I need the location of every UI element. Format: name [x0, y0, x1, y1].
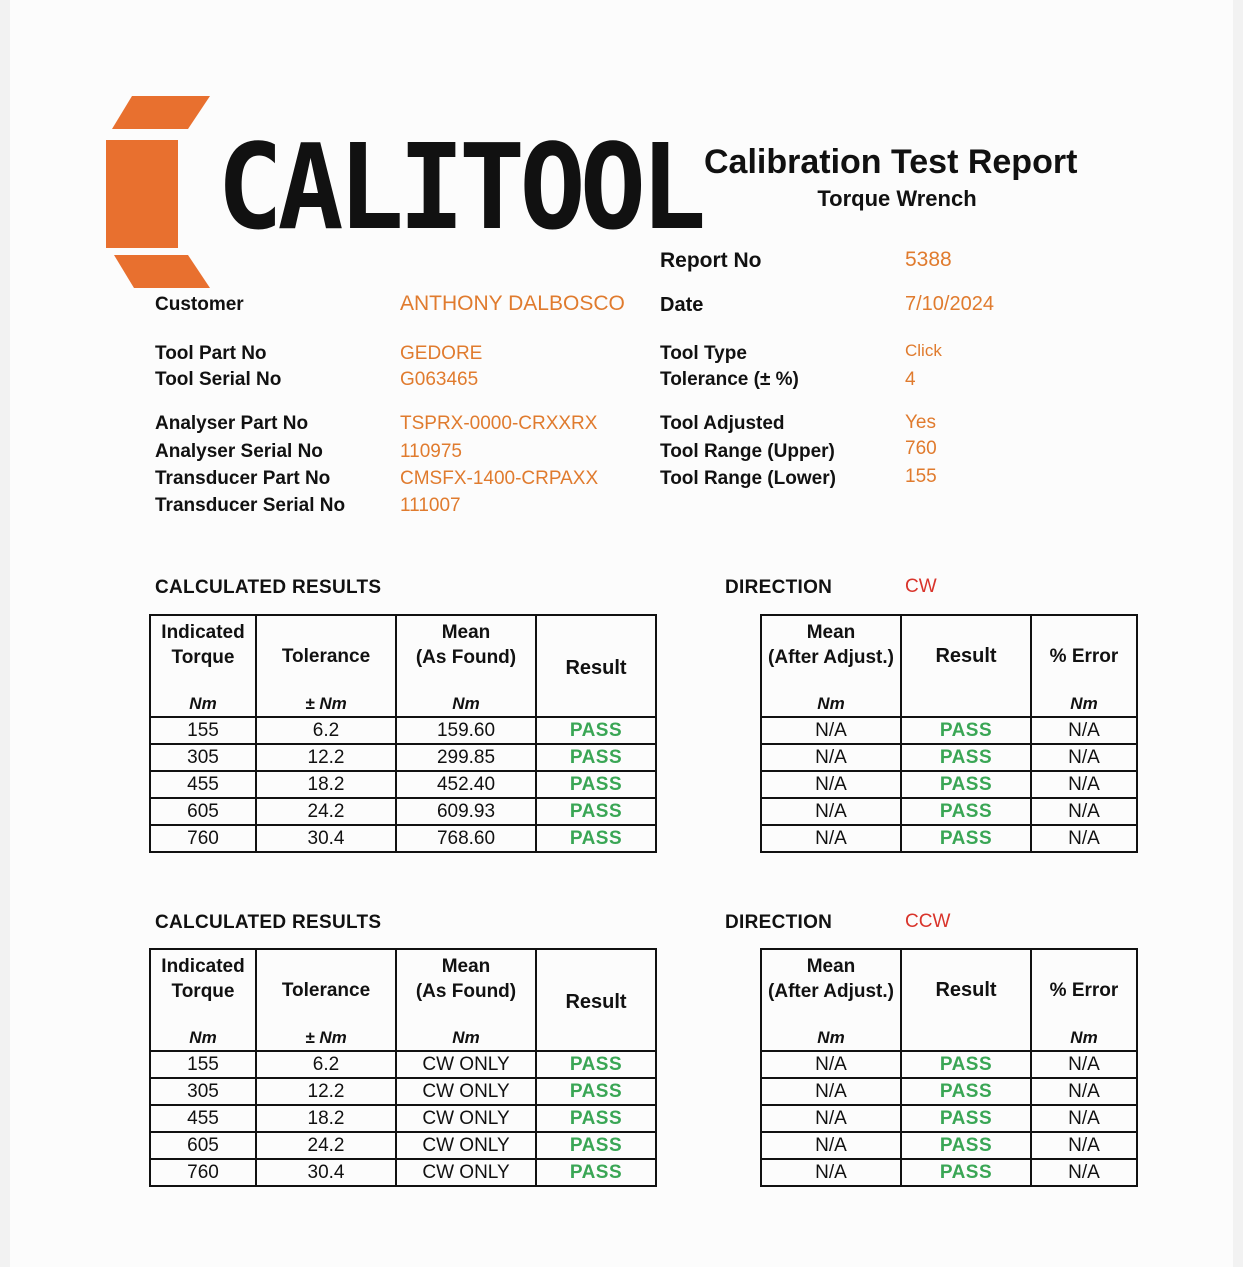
torque-cell: 455: [150, 771, 256, 798]
header-text: Indicated: [161, 956, 245, 977]
error-cell: N/A: [1031, 1105, 1137, 1132]
result-cell: PASS: [901, 1051, 1031, 1078]
analyser-part-no-label: Analyser Part No: [155, 413, 309, 434]
mean-after-adjust-header: [761, 615, 901, 717]
result-header: [901, 615, 1031, 717]
results-table-as-found-ccw: [149, 948, 657, 1187]
error-cell: N/A: [1031, 771, 1137, 798]
mean-found-cell: 452.40: [396, 771, 536, 798]
result-cell: PASS: [901, 1159, 1031, 1186]
tolerance-header: [256, 615, 396, 717]
unit-label: Nm: [817, 694, 845, 713]
unit-label: Nm: [189, 1028, 217, 1047]
table-row: [150, 744, 656, 771]
results-table-after-adjust-cw: [760, 614, 1138, 853]
torque-cell: 455: [150, 1105, 256, 1132]
tolerance-value: 4: [905, 369, 916, 390]
result-cell: PASS: [536, 1051, 656, 1078]
table-row: [150, 1105, 656, 1132]
table-row: [761, 1051, 1137, 1078]
mean-found-cell: CW ONLY: [396, 1078, 536, 1105]
error-cell: N/A: [1031, 825, 1137, 852]
analyser-serial-no-label: Analyser Serial No: [155, 441, 323, 462]
header-text: (After Adjust.): [768, 981, 894, 1002]
tool-serial-no-value: G063465: [400, 369, 479, 390]
table-row: [150, 798, 656, 825]
tolerance-cell: 12.2: [256, 744, 396, 771]
torque-cell: 605: [150, 798, 256, 825]
header-text: Indicated: [161, 622, 245, 643]
tool-range-lower-label: Tool Range (Lower): [660, 468, 836, 489]
table-row: [761, 1132, 1137, 1159]
tool-adjusted-value: Yes: [905, 412, 936, 433]
mean-found-cell: CW ONLY: [396, 1051, 536, 1078]
header-text: Result: [935, 645, 997, 667]
header-text: Result: [565, 657, 627, 679]
mean-found-cell: 609.93: [396, 798, 536, 825]
unit-label: Nm: [817, 1028, 845, 1047]
section-title: CALCULATED RESULTS: [155, 912, 382, 933]
result-cell: PASS: [901, 825, 1031, 852]
direction-label: DIRECTION: [725, 577, 833, 598]
table-header-row: [150, 949, 656, 1051]
torque-cell: 605: [150, 1132, 256, 1159]
table-row: [761, 744, 1137, 771]
tolerance-cell: 18.2: [256, 1105, 396, 1132]
table-row: [761, 1105, 1137, 1132]
calitool-logo-icon: [104, 96, 214, 288]
result-cell: PASS: [901, 717, 1031, 744]
table-row: [150, 1078, 656, 1105]
result-cell: PASS: [536, 744, 656, 771]
tool-part-no-value: GEDORE: [400, 343, 483, 364]
table-row: [761, 1159, 1137, 1186]
header-text: Result: [565, 991, 627, 1013]
report-subtitle: Torque Wrench: [817, 186, 977, 211]
mean-found-cell: 159.60: [396, 717, 536, 744]
report-no-label: Report No: [660, 249, 762, 272]
header-text: Tolerance: [281, 646, 371, 667]
error-cell: N/A: [1031, 1051, 1137, 1078]
percent-error-header: [1031, 615, 1137, 717]
section-title: CALCULATED RESULTS: [155, 577, 382, 598]
tolerance-cell: 30.4: [256, 1159, 396, 1186]
torque-cell: 155: [150, 717, 256, 744]
result-cell: PASS: [901, 744, 1031, 771]
direction-value: CCW: [905, 911, 951, 932]
table-row: [150, 1159, 656, 1186]
header-text: Torque: [171, 647, 235, 668]
report-title: Calibration Test Report: [704, 143, 1078, 181]
mean-adjust-cell: N/A: [761, 1105, 901, 1132]
tool-range-upper-label: Tool Range (Upper): [660, 441, 835, 462]
header-text: (As Found): [415, 981, 517, 1002]
table-row: [150, 1132, 656, 1159]
analyser-part-no-value: TSPRX-0000-CRXXRX: [400, 413, 598, 434]
result-cell: PASS: [536, 1132, 656, 1159]
result-header: [901, 949, 1031, 1051]
date-label: Date: [660, 294, 704, 316]
table-header-row: [150, 615, 656, 717]
tolerance-label: Tolerance (± %): [660, 369, 799, 390]
mean-found-cell: CW ONLY: [396, 1132, 536, 1159]
result-cell: PASS: [536, 1159, 656, 1186]
tool-adjusted-label: Tool Adjusted: [660, 413, 785, 434]
mean-as-found-header: [396, 615, 536, 717]
unit-label: ± Nm: [305, 694, 347, 713]
error-cell: N/A: [1031, 1132, 1137, 1159]
brand-wordmark: CALITOOL: [217, 118, 701, 256]
torque-cell: 305: [150, 1078, 256, 1105]
unit-label: Nm: [452, 694, 480, 713]
report-no-value: 5388: [905, 248, 952, 271]
table-row: [761, 717, 1137, 744]
header-text: Mean: [441, 622, 491, 643]
mean-adjust-cell: N/A: [761, 1078, 901, 1105]
result-cell: PASS: [536, 825, 656, 852]
mean-adjust-cell: N/A: [761, 744, 901, 771]
tolerance-cell: 18.2: [256, 771, 396, 798]
result-cell: PASS: [901, 798, 1031, 825]
header-text: % Error: [1049, 980, 1119, 1001]
tool-range-lower-value: 155: [905, 466, 937, 487]
table-row: [150, 825, 656, 852]
mean-found-cell: 768.60: [396, 825, 536, 852]
header-text: Tolerance: [281, 980, 371, 1001]
direction-label: DIRECTION: [725, 912, 833, 933]
transducer-part-no-value: CMSFX-1400-CRPAXX: [400, 468, 599, 489]
unit-label: ± Nm: [305, 1028, 347, 1047]
header-text: Mean: [441, 956, 491, 977]
customer-value: ANTHONY DALBOSCO: [400, 292, 625, 315]
torque-cell: 760: [150, 825, 256, 852]
mean-found-cell: CW ONLY: [396, 1105, 536, 1132]
mean-adjust-cell: N/A: [761, 1159, 901, 1186]
header-text: Mean: [806, 956, 856, 977]
mean-found-cell: 299.85: [396, 744, 536, 771]
indicated-torque-header: [150, 615, 256, 717]
torque-cell: 155: [150, 1051, 256, 1078]
error-cell: N/A: [1031, 1078, 1137, 1105]
header-text: (After Adjust.): [768, 647, 894, 668]
date-value: 7/10/2024: [905, 293, 994, 315]
mean-adjust-cell: N/A: [761, 1051, 901, 1078]
results-table-after-adjust-ccw: [760, 948, 1138, 1187]
table-row: [761, 771, 1137, 798]
tolerance-header: [256, 949, 396, 1051]
mean-after-adjust-header: [761, 949, 901, 1051]
tolerance-cell: 30.4: [256, 825, 396, 852]
transducer-serial-no-value: 111007: [400, 495, 461, 516]
tolerance-cell: 24.2: [256, 798, 396, 825]
torque-cell: 760: [150, 1159, 256, 1186]
unit-label: Nm: [189, 694, 217, 713]
direction-value: CW: [905, 576, 937, 597]
mean-as-found-header: [396, 949, 536, 1051]
analyser-serial-no-value: 110975: [400, 441, 462, 462]
result-header: [536, 949, 656, 1051]
result-cell: PASS: [536, 1105, 656, 1132]
result-cell: PASS: [536, 771, 656, 798]
transducer-serial-no-label: Transducer Serial No: [155, 495, 346, 516]
unit-label: Nm: [452, 1028, 480, 1047]
mean-found-cell: CW ONLY: [396, 1159, 536, 1186]
result-cell: PASS: [901, 1078, 1031, 1105]
mean-adjust-cell: N/A: [761, 771, 901, 798]
table-row: [761, 1078, 1137, 1105]
error-cell: N/A: [1031, 798, 1137, 825]
error-cell: N/A: [1031, 717, 1137, 744]
tolerance-cell: 24.2: [256, 1132, 396, 1159]
tolerance-cell: 6.2: [256, 1051, 396, 1078]
table-row: [761, 798, 1137, 825]
tolerance-cell: 12.2: [256, 1078, 396, 1105]
results-table-as-found-cw: [149, 614, 657, 853]
header-text: Torque: [171, 981, 235, 1002]
table-row: [150, 717, 656, 744]
transducer-part-no-label: Transducer Part No: [155, 468, 331, 489]
result-cell: PASS: [901, 771, 1031, 798]
table-row: [761, 825, 1137, 852]
mean-adjust-cell: N/A: [761, 717, 901, 744]
header-text: % Error: [1049, 646, 1119, 667]
table-row: [150, 771, 656, 798]
customer-label: Customer: [155, 294, 244, 315]
header-text: (As Found): [415, 647, 517, 668]
unit-label: Nm: [1070, 694, 1098, 713]
table-header-row: [761, 615, 1137, 717]
mean-adjust-cell: N/A: [761, 825, 901, 852]
mean-adjust-cell: N/A: [761, 798, 901, 825]
header-text: Mean: [806, 622, 856, 643]
result-cell: PASS: [536, 717, 656, 744]
error-cell: N/A: [1031, 744, 1137, 771]
header-text: Result: [935, 979, 997, 1001]
tool-serial-no-label: Tool Serial No: [155, 369, 282, 390]
unit-label: Nm: [1070, 1028, 1098, 1047]
result-cell: PASS: [536, 798, 656, 825]
result-cell: PASS: [536, 1078, 656, 1105]
percent-error-header: [1031, 949, 1137, 1051]
tolerance-cell: 6.2: [256, 717, 396, 744]
indicated-torque-header: [150, 949, 256, 1051]
result-cell: PASS: [901, 1105, 1031, 1132]
tool-type-value: Click: [905, 341, 942, 360]
torque-cell: 305: [150, 744, 256, 771]
result-cell: PASS: [901, 1132, 1031, 1159]
tool-part-no-label: Tool Part No: [155, 343, 267, 364]
tool-range-upper-value: 760: [905, 438, 937, 459]
mean-adjust-cell: N/A: [761, 1132, 901, 1159]
table-header-row: [761, 949, 1137, 1051]
error-cell: N/A: [1031, 1159, 1137, 1186]
tool-type-label: Tool Type: [660, 343, 747, 364]
result-header: [536, 615, 656, 717]
table-row: [150, 1051, 656, 1078]
